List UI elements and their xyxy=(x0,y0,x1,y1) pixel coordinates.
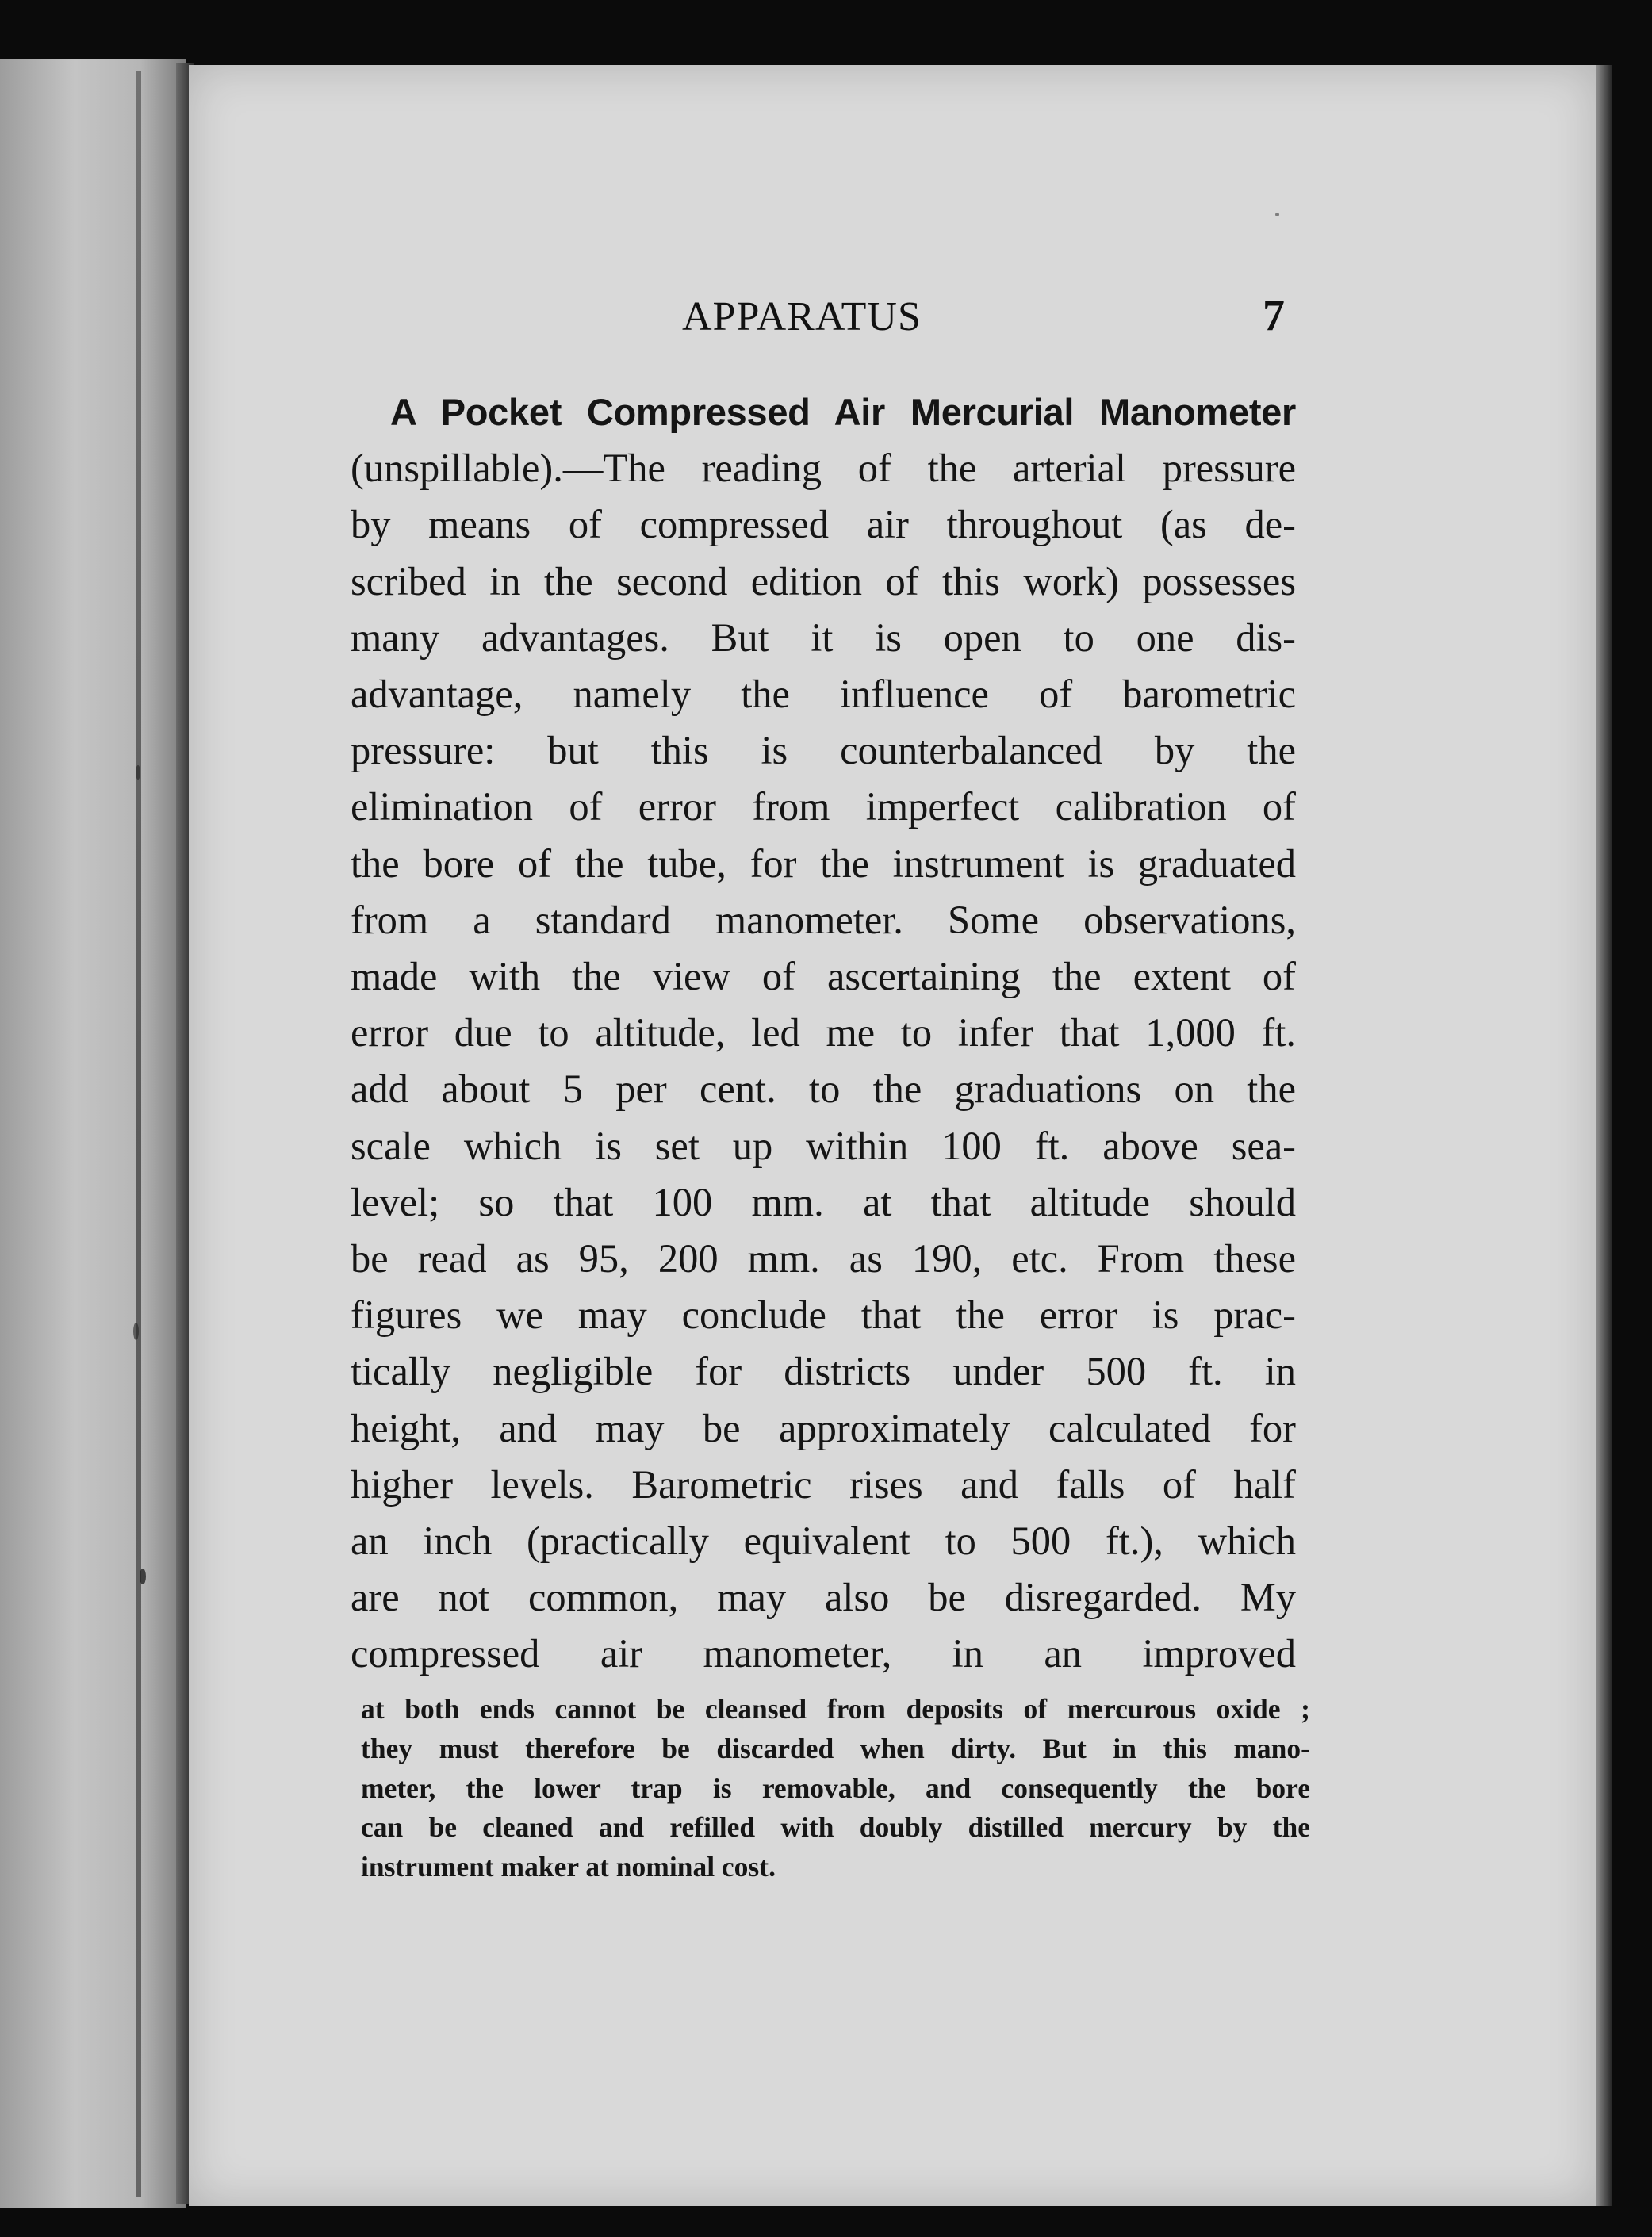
facing-page-edge xyxy=(0,59,186,2208)
text-line: level; so that 100 mm. at that altitude should xyxy=(351,1179,1296,1224)
running-title: APPARATUS xyxy=(682,294,922,339)
footnote-line: they must therefore be discarded when dirty. But in this mano- xyxy=(361,1732,1310,1764)
body-paragraph xyxy=(351,384,1296,1683)
footnote-line: can be cleaned and refilled with doubly distilled mercury by the xyxy=(361,1811,1310,1844)
text-line: pressure: but this is counterbalanced by the xyxy=(351,728,1296,773)
scan-speck xyxy=(136,765,140,780)
scan-speck xyxy=(1275,213,1279,216)
scan-speck xyxy=(140,1569,146,1584)
text-line: made with the view of ascertaining the extent of xyxy=(351,954,1296,999)
text-line: compressed air manometer, in an improved xyxy=(351,1631,1296,1676)
text-line: (unspillable).—The reading of the arterial pressure xyxy=(351,446,1296,491)
text-line: figures we may conclude that the error is prac- xyxy=(351,1293,1296,1338)
text-line: scribed in the second edition of this work) possesses xyxy=(351,558,1296,603)
footnote-line: meter, the lower trap is removable, and consequently the bore xyxy=(361,1772,1310,1804)
text-line: height, and may be approximately calculated for xyxy=(351,1405,1296,1450)
scan-speck xyxy=(133,1323,139,1340)
text-line: tically negligible for districts under 500 ft. in xyxy=(351,1349,1296,1394)
footnote-line: at both ends cannot be cleansed from deposits of mercurous oxide ; xyxy=(361,1693,1310,1725)
text-line: an inch (practically equivalent to 500 ft.), which xyxy=(351,1519,1296,1564)
page-number: 7 xyxy=(1263,291,1285,340)
text-line: from a standard manometer. Some observations, xyxy=(351,897,1296,942)
text-line: add about 5 per cent. to the graduations on the xyxy=(351,1067,1296,1112)
text-line: the bore of the tube, for the instrument is graduated xyxy=(351,841,1296,886)
text-line: many advantages. But it is open to one dis- xyxy=(351,615,1296,660)
section-heading: A Pocket Compressed Air Mercurial Manometer xyxy=(390,391,1296,433)
footnote-line: instrument maker at nominal cost. xyxy=(361,1851,776,1883)
binding-shadow xyxy=(136,71,141,2197)
text-line: be read as 95, 200 mm. as 190, etc. From these xyxy=(351,1236,1296,1281)
running-head xyxy=(349,293,1285,357)
page-edge-shadow xyxy=(1596,65,1612,2206)
paragraph-heading-line xyxy=(351,384,1296,440)
footnote xyxy=(361,1690,1310,1887)
text-line: advantage, namely the influence of barometric xyxy=(351,672,1296,717)
text-line: higher levels. Barometric rises and falls of half xyxy=(351,1461,1296,1507)
text-line: elimination of error from imperfect calibration of xyxy=(351,784,1296,829)
text-line: scale which is set up within 100 ft. above sea- xyxy=(351,1123,1296,1168)
text-line: error due to altitude, led me to infer that 1,000 ft. xyxy=(351,1010,1296,1055)
text-line: are not common, may also be disregarded. My xyxy=(351,1575,1296,1620)
text-line: by means of compressed air throughout (as de- xyxy=(351,502,1296,547)
